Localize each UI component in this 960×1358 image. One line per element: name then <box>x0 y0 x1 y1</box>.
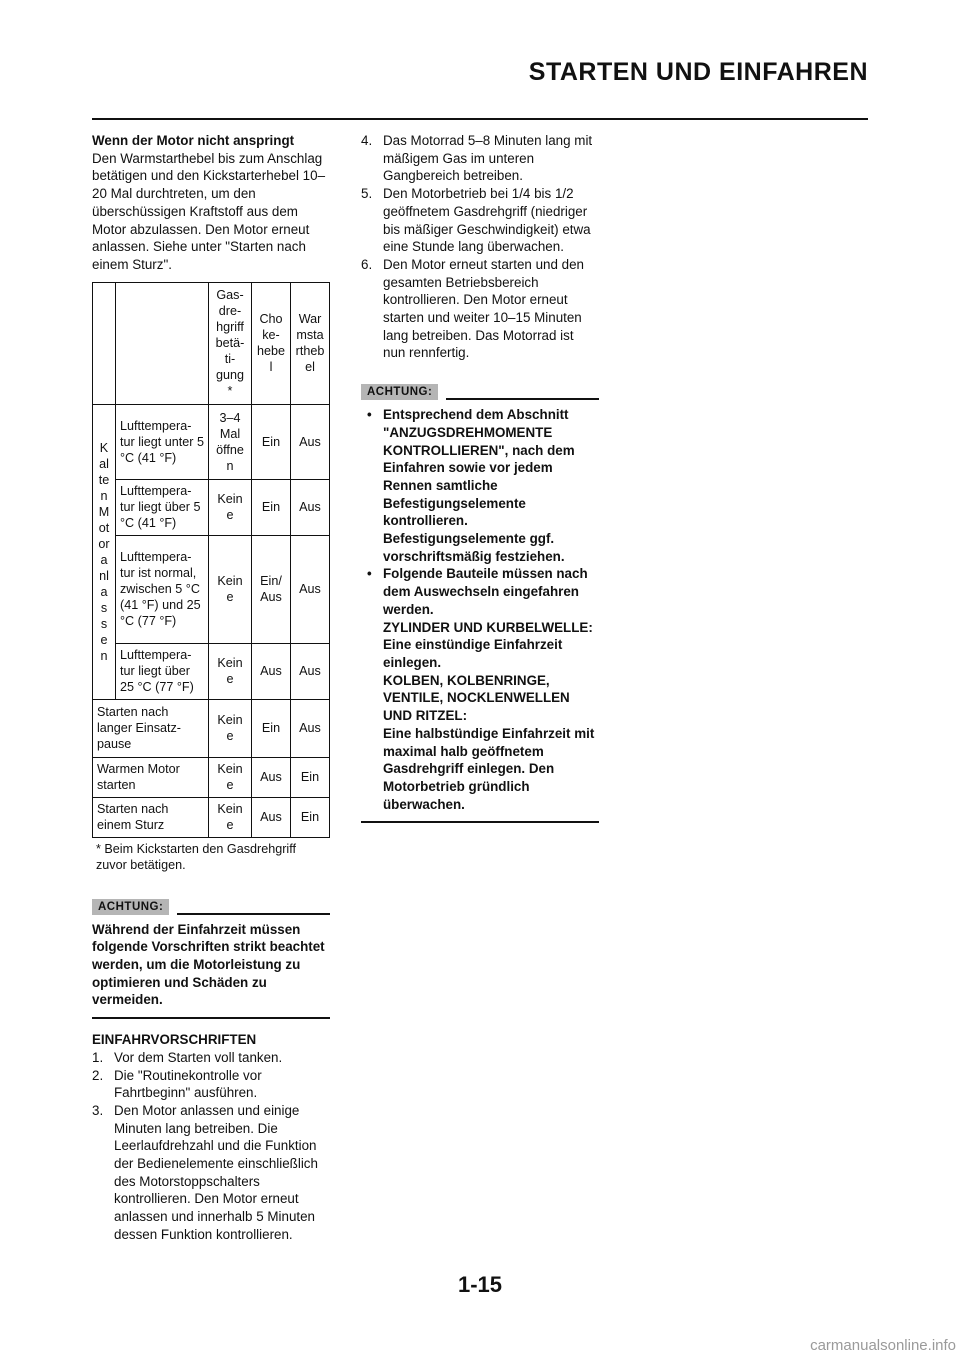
table-row <box>93 797 330 837</box>
row-throttle: Kein e <box>209 797 252 837</box>
row-warmstart: Ein <box>291 757 330 797</box>
caution-header <box>92 895 330 915</box>
row-warmstart: Aus <box>291 643 330 699</box>
step-text: Das Motorrad 5–8 Minuten lang mit mäßigem Gas im unteren Gangbereich betreiben. <box>383 133 593 184</box>
step-number: 5. <box>361 186 373 202</box>
intro-title: Wenn der Motor nicht anspringt <box>92 133 295 148</box>
step-number: 2. <box>92 1067 104 1083</box>
row-condition: Lufttempera-tur liegt unter 5 °C (41 °F) <box>116 404 209 479</box>
left-column <box>92 132 330 1244</box>
caution-rule <box>177 913 330 915</box>
row-condition: Lufttempera-tur liegt über 5 °C (41 °F) <box>116 479 209 535</box>
table-row <box>93 643 330 699</box>
table-row <box>93 404 330 479</box>
part-text: Eine einstündige Einfahrzeit einlegen. <box>383 637 563 670</box>
row-choke: Aus <box>252 797 291 837</box>
row-warmstart: Aus <box>291 479 330 535</box>
part-text: Eine halbstündige Einfahrzeit mit maximal halb geöffnetem Gasdrehgriff einlegen. Den Motorbetrieb gründlich überwachen. <box>383 725 595 812</box>
row-throttle: 3–4 Mal öffne n <box>209 404 252 479</box>
intro-text: Den Warmstarthebel bis zum Anschlag betätigen und den Kickstarterhebel 10–20 Mal durchtreten, um den überschüssigen Kraftstoff aus dem Motor abzulassen. Den Motor erneut anlassen. Siehe unter "Starten nach einem Sturz". <box>92 150 326 272</box>
part-name: KOLBEN, KOLBENRINGE, VENTILE, NOCKLENWELLEN UND RITZEL: <box>383 672 570 724</box>
table-header-row <box>93 282 330 404</box>
step-text: Den Motor erneut starten und den gesamten Betriebsbereich kontrollieren. Den Motor erneut starten und weiter 10–15 Minuten lang betreiben. Das Motorrad ist nun rennfertig. <box>383 256 584 361</box>
caution-end-rule <box>92 1017 330 1019</box>
table-row <box>93 535 330 643</box>
row-choke: Ein <box>252 404 291 479</box>
list-item <box>92 1102 330 1244</box>
cold-start-group-label: K al te n M ot or a nl a s s e n <box>93 404 116 699</box>
header-choke: Cho ke-hebe l <box>252 282 291 404</box>
table-header-empty <box>116 282 209 404</box>
bullet-icon: • <box>367 407 372 423</box>
row-throttle: Kein e <box>209 535 252 643</box>
step-number: 4. <box>361 133 373 148</box>
page-number: 1-15 <box>457 1272 503 1297</box>
row-warmstart: Aus <box>291 404 330 479</box>
row-condition: Lufttempera-tur ist normal, zwischen 5 °C (41 °F) und 25 °C (77 °F) <box>116 535 209 643</box>
list-item <box>361 406 599 565</box>
table-footnote: * Beim Kickstarten den Gasdrehgriff zuvor betätigen. <box>96 841 296 872</box>
step-number: 1. <box>92 1049 104 1065</box>
part-name: ZYLINDER UND KURBELWELLE: <box>383 619 593 635</box>
step-number: 6. <box>361 256 373 272</box>
row-condition: Lufttempera-tur liegt über 25 °C (77 °F) <box>116 643 209 699</box>
row-choke: Ein/ Aus <box>252 535 291 643</box>
row-throttle: Kein e <box>209 699 252 757</box>
caution-label: ACHTUNG: <box>361 384 438 400</box>
caution-rule <box>446 398 599 400</box>
row-warmstart: Ein <box>291 797 330 837</box>
row-throttle: Kein e <box>209 643 252 699</box>
row-warmstart: Aus <box>291 535 330 643</box>
row-choke: Ein <box>252 699 291 757</box>
caution-box-left <box>92 895 330 1020</box>
caution-text: Während der Einfahrzeit müssen folgende Vorschriften strikt beachtet werden, um die Motorleistung zu optimieren und Schäden zu vermeiden. <box>92 921 325 1008</box>
list-item <box>92 1049 330 1067</box>
row-warmstart: Aus <box>291 699 330 757</box>
row-throttle: Kein e <box>209 757 252 797</box>
caution-header <box>361 380 599 400</box>
list-item <box>361 565 599 813</box>
table-header-empty <box>93 282 116 404</box>
step-text: Den Motorbetrieb bei 1/4 bis 1/2 geöffnetem Gasdrehgriff (niedriger bis mäßiger Geschwindigkeit) etwa eine Stunde lang überwachen. <box>383 186 591 255</box>
header-warmstart: War msta rtheb el <box>291 282 330 404</box>
break-in-steps-continued <box>361 132 599 362</box>
watermark: carmanualsonline.info <box>810 1337 956 1354</box>
row-choke: Ein <box>252 479 291 535</box>
starting-table <box>92 282 330 838</box>
bullet-text: Entsprechend dem Abschnitt "ANZUGSDREHMOMENTE KONTROLLIEREN", nach dem Einfahren sowie vor jedem Rennen samtliche Befestigungselemente kontrollieren. Befestigungselemente ggf. vorschriftsmäßig festziehen. <box>383 407 575 564</box>
row-choke: Aus <box>252 757 291 797</box>
bullet-text: Folgende Bauteile müssen nach dem Auswechseln eingefahren werden. <box>383 566 588 617</box>
step-text: Vor dem Starten voll tanken. <box>114 1049 283 1065</box>
step-text: Den Motor anlassen und einige Minuten lang betreiben. Die Leerlaufdrehzahl und die Funktion der Bedienelemente einschließlich des Motorstoppschalters kontrollieren. Den Motor erneut anlassen und innerhalb 5 Minuten dessen Funktion kontrollieren. <box>114 1102 318 1242</box>
list-item <box>361 256 599 362</box>
list-item <box>361 185 599 256</box>
caution-end-rule <box>361 821 599 823</box>
caution-label: ACHTUNG: <box>92 899 169 915</box>
row-choke: Aus <box>252 643 291 699</box>
step-number: 3. <box>92 1102 104 1118</box>
bullet-icon: • <box>367 566 372 582</box>
caution-box-right <box>361 380 599 823</box>
header-divider <box>92 118 868 120</box>
header-throttle: Gas-dre-hgriff betä-ti-gung * <box>209 282 252 404</box>
table-row <box>93 479 330 535</box>
caution-bullets <box>361 400 599 813</box>
table-row <box>93 757 330 797</box>
row-throttle: Kein e <box>209 479 252 535</box>
table-row <box>93 699 330 757</box>
break-in-steps <box>92 1049 330 1244</box>
row-condition: Warmen Motor starten <box>93 757 209 797</box>
break-in-title: EINFAHRVORSCHRIFTEN <box>92 1032 257 1048</box>
list-item <box>92 1067 330 1102</box>
row-condition: Starten nach einem Sturz <box>93 797 209 837</box>
list-item <box>361 132 599 185</box>
section-title: STARTEN UND EINFAHREN <box>528 58 868 86</box>
right-column <box>361 132 599 823</box>
step-text: Die "Routinekontrolle vor Fahrtbeginn" ausführen. <box>114 1067 262 1101</box>
row-condition: Starten nach langer Einsatz-pause <box>93 699 209 757</box>
